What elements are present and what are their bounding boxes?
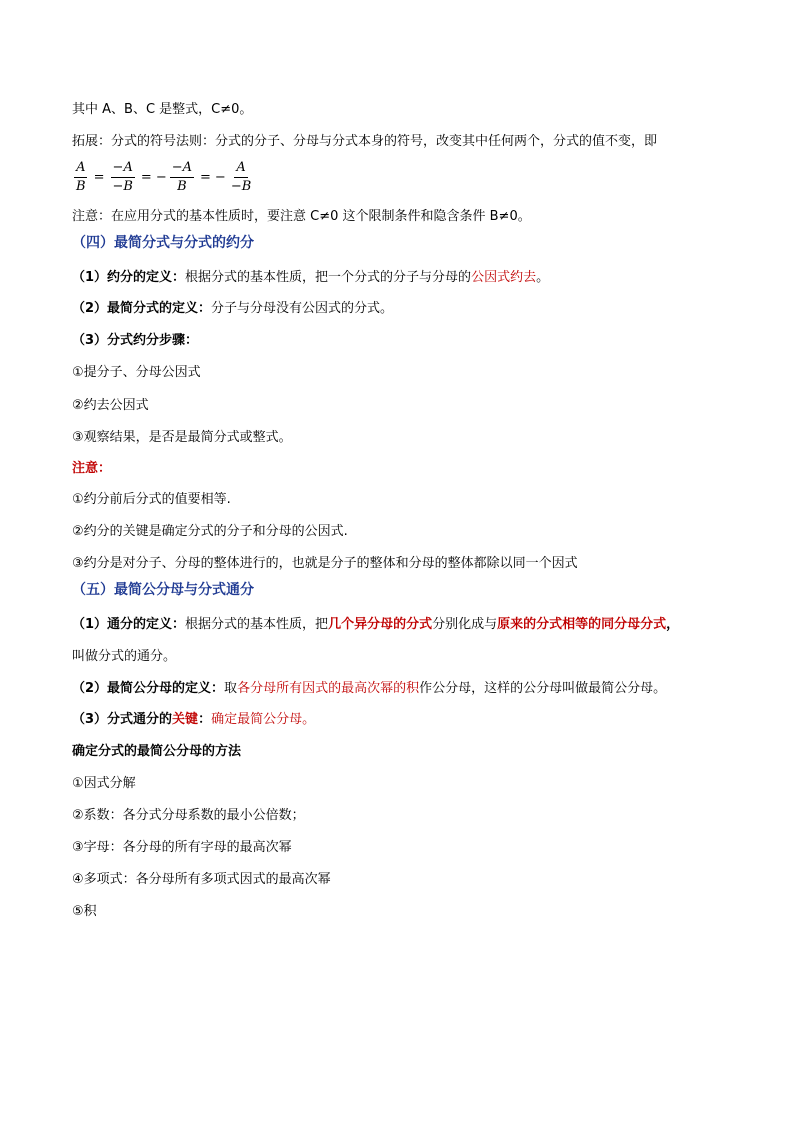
- reduction-steps-title: （3）分式约分步骤：: [72, 333, 199, 348]
- definition-text: 作公分母，这样的公分母叫做最简公分母。: [419, 681, 667, 696]
- fraction-4: [229, 160, 253, 195]
- paragraph-note-condition: 注意：在应用分式的基本性质时，要注意 C≠0 这个限制条件和隐含条件 B≠0。: [72, 209, 531, 224]
- definition-text: 根据分式的基本性质，把一个分式的分子与分母的: [185, 270, 472, 285]
- definition-lcd: [72, 679, 666, 699]
- fraction-2: [110, 160, 134, 195]
- definition-reduction: [72, 268, 549, 288]
- list-item: ④多项式：各分母所有多项式因式的最高次幂: [72, 872, 331, 887]
- fraction-1-denominator: B: [76, 179, 86, 194]
- highlight-text: 确定最简公分母: [211, 712, 303, 727]
- punctuation: 。: [302, 712, 316, 727]
- fraction-1: [74, 160, 88, 195]
- list-item: ③观察结果，是否是最简分式或整式。: [72, 430, 292, 445]
- list-item: ②系数：各分式分母系数的最小公倍数；: [72, 808, 305, 823]
- note-label: 注意：: [72, 461, 112, 476]
- punctuation: ，: [666, 617, 680, 632]
- highlight-text: 各分母所有因式的最高次幂的积: [237, 681, 420, 696]
- highlight-text: 公因式约去: [471, 270, 537, 285]
- method-title: 确定分式的最简公分母的方法: [72, 744, 242, 759]
- fraction-3: [170, 160, 194, 195]
- definition-text: 取: [224, 681, 238, 696]
- definition-common-denominator: [72, 615, 679, 635]
- list-item: ⑤积: [72, 904, 97, 919]
- highlight-text: 关键: [172, 712, 199, 727]
- list-item: ②约分的关键是确定分式的分子和分母的公因式.: [72, 524, 348, 539]
- highlight-text: 原来的分式相等的同分母分式: [497, 617, 667, 632]
- definition-continuation: 叫做分式的通分。: [72, 649, 177, 664]
- definition-label: （2）最简分式的定义：: [72, 301, 212, 316]
- fraction-2-denominator: −B: [112, 179, 133, 194]
- definition-simplest-fraction: [72, 299, 393, 319]
- fraction-2-numerator: −A: [111, 160, 135, 178]
- minus-sign: −: [214, 170, 226, 185]
- equals-sign: =: [93, 170, 105, 185]
- fraction-1-numerator: A: [74, 160, 87, 178]
- list-item: ②约去公因式: [72, 398, 149, 413]
- definition-label: （2）最简公分母的定义：: [72, 681, 225, 696]
- definition-label: （1）通分的定义：: [72, 617, 186, 632]
- definition-text: 根据分式的基本性质，把: [185, 617, 329, 632]
- list-item: ①约分前后分式的值要相等.: [72, 492, 231, 507]
- list-item: ③约分是对分子、分母的整体进行的，也就是分子的整体和分母的整体都除以同一个因式: [72, 556, 578, 571]
- highlight-text: 几个异分母的分式: [328, 617, 433, 632]
- punctuation: ：: [198, 712, 212, 727]
- section-heading-4: （四）最简分式与分式的约分: [72, 235, 254, 251]
- fraction-4-numerator: A: [234, 160, 247, 178]
- sign-rule-formula: [72, 160, 255, 195]
- fraction-3-denominator: B: [177, 179, 187, 194]
- paragraph-integral-condition: 其中 A、B、C 是整式，C≠0。: [72, 102, 253, 117]
- definition-key: [72, 710, 315, 730]
- minus-sign: −: [155, 170, 167, 185]
- fraction-3-numerator: −A: [170, 160, 194, 178]
- list-item: ①因式分解: [72, 776, 136, 791]
- list-item: ③字母：各分母的所有字母的最高次幂: [72, 840, 292, 855]
- equals-sign: =: [200, 170, 211, 185]
- paragraph-sign-rule: 拓展：分式的符号法则：分式的分子、分母与分式本身的符号，改变其中任何两个，分式的值不变，即: [72, 134, 658, 149]
- definition-text: 分子与分母没有公因式的分式。: [211, 301, 394, 316]
- definition-label: （1）约分的定义：: [72, 270, 186, 285]
- list-item: ①提分子、分母公因式: [72, 365, 201, 380]
- fraction-4-denominator: −B: [230, 179, 252, 194]
- equals-sign: =: [140, 170, 152, 185]
- section-heading-5: （五）最简公分母与分式通分: [72, 582, 254, 598]
- definition-text: 分别化成与: [432, 617, 498, 632]
- punctuation: 。: [536, 270, 550, 285]
- definition-label: （3）分式通分的: [72, 712, 173, 727]
